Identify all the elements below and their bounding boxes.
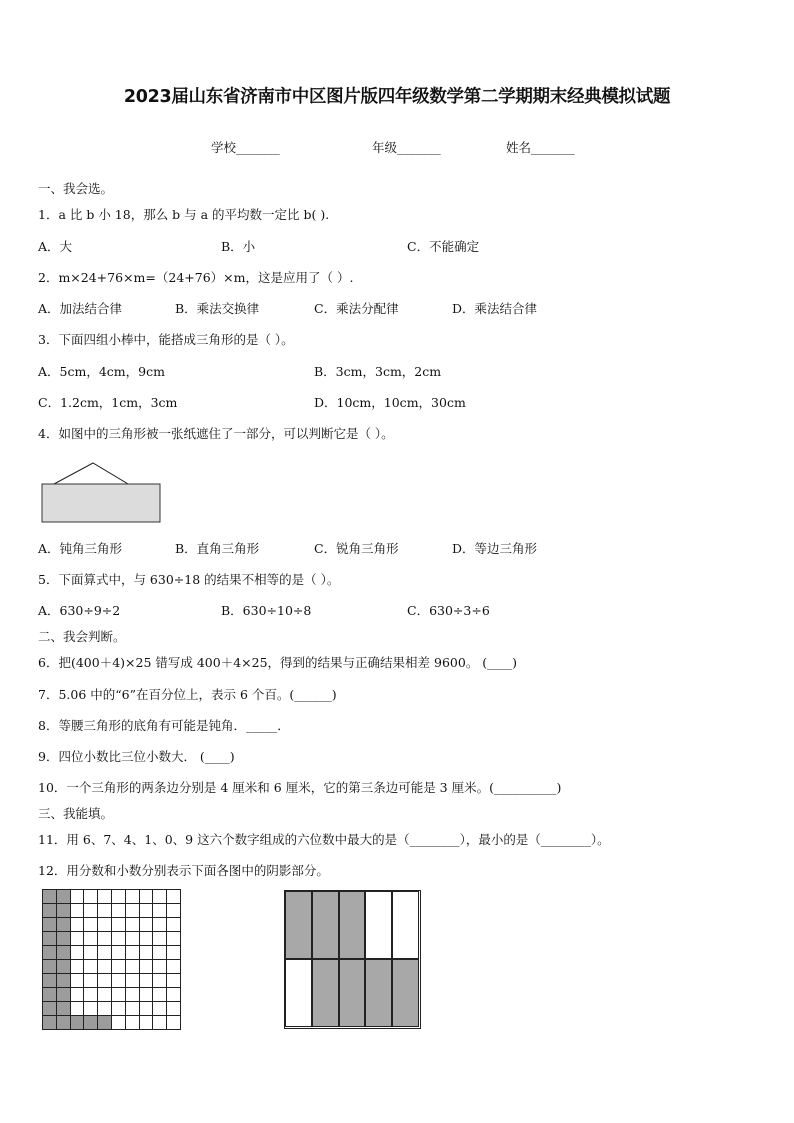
grid-cell	[42, 889, 57, 904]
grid-cell	[97, 1001, 112, 1016]
grid-cell	[83, 903, 98, 918]
question-9: 9．四位小数比三位小数大． (____)	[38, 749, 235, 764]
grid-cell	[83, 945, 98, 960]
grid-cell	[97, 931, 112, 946]
question-7: 7．5.06 中的“6”在百分位上，表示 6 个百。(______)	[38, 687, 337, 702]
grid-cell	[42, 987, 57, 1002]
grid-cell	[70, 903, 85, 918]
grid-cell	[42, 959, 57, 974]
grid-cell	[152, 987, 167, 1002]
grid-cell	[83, 987, 98, 1002]
grid-cell	[125, 889, 140, 904]
grid-cell	[97, 987, 112, 1002]
section-heading-2: 二、我会判断。	[38, 629, 126, 644]
grid-cell	[125, 1001, 140, 1016]
bar-cell	[285, 959, 312, 1027]
q1-option-a: A．大	[38, 239, 73, 254]
question-12: 12．用分数和小数分别表示下面各图中的阴影部分。	[38, 863, 329, 878]
grid-cell	[125, 987, 140, 1002]
grid-cell	[56, 903, 71, 918]
grid-cell	[152, 1001, 167, 1016]
grid-cell	[42, 1015, 57, 1030]
q2-option-c: C．乘法分配律	[314, 301, 399, 316]
grid-cell	[111, 987, 126, 1002]
grid-cell	[111, 903, 126, 918]
grid-cell	[166, 945, 181, 960]
grid-cell	[83, 1001, 98, 1016]
school-field: 学校_______	[211, 140, 280, 155]
q5-option-c: C．630÷3÷6	[407, 603, 490, 618]
grid-cell	[83, 959, 98, 974]
triangle-top-lines	[54, 463, 128, 484]
grid-cell	[166, 1015, 181, 1030]
grid-cell	[166, 903, 181, 918]
grid-cell	[152, 903, 167, 918]
q4-option-d: D．等边三角形	[452, 541, 538, 556]
q3-option-d: D．10cm，10cm，30cm	[314, 395, 466, 410]
bar-cell	[365, 959, 392, 1027]
grid-cell	[166, 931, 181, 946]
grid-cell	[42, 945, 57, 960]
grid-cell	[42, 1001, 57, 1016]
grid-cell	[152, 917, 167, 932]
grid-cell	[56, 917, 71, 932]
grid-cell	[139, 917, 154, 932]
grid-cell	[97, 973, 112, 988]
q4-option-c: C．锐角三角形	[314, 541, 399, 556]
grid-cell	[152, 889, 167, 904]
grid-cell	[83, 931, 98, 946]
grid-cell	[139, 987, 154, 1002]
grid-cell	[152, 1015, 167, 1030]
grid-cell	[139, 931, 154, 946]
grid-cell	[42, 903, 57, 918]
q2-option-a: A．加法结合律	[38, 301, 123, 316]
grid-cell	[97, 903, 112, 918]
grid-cell	[70, 987, 85, 1002]
question-8: 8．等腰三角形的底角有可能是钝角．_____．	[38, 718, 290, 733]
grid-cell	[166, 959, 181, 974]
covering-paper	[42, 484, 160, 522]
grid-cell	[70, 931, 85, 946]
bar-grid-figure	[284, 890, 421, 1029]
grid-cell	[70, 1001, 85, 1016]
hundred-grid-figure	[42, 889, 180, 1029]
grid-cell	[125, 945, 140, 960]
grid-cell	[152, 973, 167, 988]
grid-cell	[125, 973, 140, 988]
grid-cell	[42, 973, 57, 988]
grid-cell	[56, 987, 71, 1002]
bar-cell	[312, 891, 339, 959]
grid-cell	[70, 917, 85, 932]
q4-option-a: A．钝角三角形	[38, 541, 123, 556]
grid-cell	[111, 945, 126, 960]
grid-cell	[139, 1015, 154, 1030]
grid-cell	[125, 903, 140, 918]
grid-cell	[125, 931, 140, 946]
grid-cell	[111, 917, 126, 932]
bar-cell	[285, 891, 312, 959]
grid-cell	[139, 889, 154, 904]
bar-cell	[365, 891, 392, 959]
grid-cell	[56, 1015, 71, 1030]
section-heading-3: 三、我能填。	[38, 806, 114, 821]
q4-option-b: B．直角三角形	[175, 541, 260, 556]
q2-option-d: D．乘法结合律	[452, 301, 538, 316]
q2-option-b: B．乘法交换律	[175, 301, 260, 316]
grid-cell	[70, 1015, 85, 1030]
grid-cell	[42, 931, 57, 946]
question-11: 11．用 6、7、4、1、0、9 这六个数字组成的六位数中最大的是（________），最小的是（________）。	[38, 832, 610, 847]
grid-cell	[70, 959, 85, 974]
grid-cell	[70, 945, 85, 960]
q3-option-b: B．3cm，3cm，2cm	[314, 364, 442, 379]
grid-cell	[56, 889, 71, 904]
grid-cell	[83, 973, 98, 988]
grid-cell	[166, 987, 181, 1002]
q5-option-a: A．630÷9÷2	[38, 603, 121, 618]
grid-cell	[97, 917, 112, 932]
grid-cell	[56, 1001, 71, 1016]
grid-cell	[56, 945, 71, 960]
grid-cell	[125, 917, 140, 932]
grid-cell	[56, 931, 71, 946]
q3-option-c: C．1.2cm，1cm，3cm	[38, 395, 178, 410]
grid-cell	[97, 959, 112, 974]
q3-option-a: A．5cm，4cm，9cm	[38, 364, 165, 379]
q1-option-c: C．不能确定	[407, 239, 480, 254]
question-4: 4．如图中的三角形被一张纸遮住了一部分，可以判断它是（ ）。	[38, 426, 394, 441]
q5-option-b: B．630÷10÷8	[221, 603, 312, 618]
grid-cell	[111, 1015, 126, 1030]
grid-cell	[83, 889, 98, 904]
grid-cell	[111, 889, 126, 904]
bar-cell	[392, 891, 419, 959]
grid-cell	[111, 931, 126, 946]
grid-cell	[83, 1015, 98, 1030]
grid-cell	[125, 959, 140, 974]
question-1: 1．a 比 b 小 18，那么 b 与 a 的平均数一定比 b( ).	[38, 207, 330, 222]
grid-cell	[111, 973, 126, 988]
page-title: 2023届山东省济南市中区图片版四年级数学第二学期期末经典模拟试题	[123, 87, 671, 107]
grid-cell	[56, 973, 71, 988]
triangle-figure-svg	[41, 462, 161, 524]
grid-cell	[97, 1015, 112, 1030]
grid-cell	[166, 917, 181, 932]
grid-cell	[139, 1001, 154, 1016]
grade-field: 年级_______	[372, 140, 441, 155]
question-3: 3．下面四组小棒中，能搭成三角形的是（ ）。	[38, 332, 294, 347]
grid-cell	[111, 1001, 126, 1016]
grid-cell	[166, 889, 181, 904]
bar-cell	[392, 959, 419, 1027]
grid-cell	[152, 931, 167, 946]
name-field: 姓名_______	[506, 140, 575, 155]
grid-cell	[166, 1001, 181, 1016]
question-6: 6．把(400＋4)×25 错写成 400＋4×25，得到的结果与正确结果相差 9600。 (____)	[38, 655, 518, 670]
grid-cell	[97, 945, 112, 960]
bar-cell	[339, 891, 366, 959]
grid-cell	[70, 889, 85, 904]
covered-triangle-figure	[41, 462, 161, 524]
bar-cell	[339, 959, 366, 1027]
q1-option-b: B．小	[221, 239, 256, 254]
grid-cell	[111, 959, 126, 974]
grid-cell	[139, 903, 154, 918]
grid-cell	[152, 945, 167, 960]
grid-cell	[139, 973, 154, 988]
question-2: 2．m×24+76×m=（24+76）×m，这是应用了（ ）.	[38, 270, 354, 285]
section-heading-1: 一、我会选。	[38, 181, 114, 196]
grid-cell	[125, 1015, 140, 1030]
grid-cell	[166, 973, 181, 988]
question-10: 10．一个三角形的两条边分别是 4 厘米和 6 厘米，它的第三条边可能是 3 厘米。(__________)	[38, 780, 562, 795]
question-5: 5．下面算式中，与 630÷18 的结果不相等的是（ ）。	[38, 572, 340, 587]
grid-cell	[139, 959, 154, 974]
grid-cell	[42, 917, 57, 932]
grid-cell	[83, 917, 98, 932]
grid-cell	[97, 889, 112, 904]
grid-cell	[56, 959, 71, 974]
grid-cell	[152, 959, 167, 974]
grid-cell	[70, 973, 85, 988]
bar-cell	[312, 959, 339, 1027]
grid-cell	[139, 945, 154, 960]
